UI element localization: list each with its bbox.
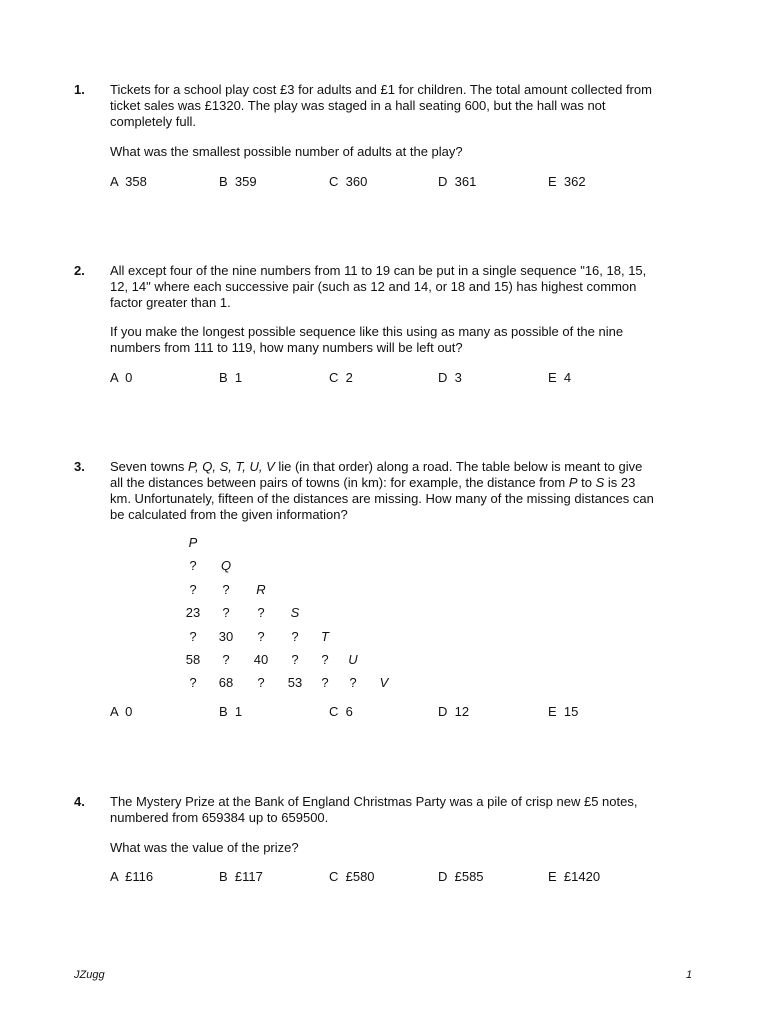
question-prompt: What was the value of the prize? — [110, 840, 299, 855]
option-c: C 2 — [329, 370, 353, 385]
town-label: S — [290, 605, 300, 620]
question-number: 1. — [74, 82, 85, 97]
answer-options — [0, 174, 768, 190]
distance-cell: 58 — [185, 652, 201, 667]
option-b: B £117 — [219, 869, 263, 884]
option-d: D 12 — [438, 704, 470, 719]
answer-options — [0, 370, 768, 386]
text-part: is 23 km. Unfortunately, fifteen of the distances are missing. How many of the missing distances can be calculated from the given information? — [110, 475, 654, 522]
option-e: E 15 — [548, 704, 579, 719]
footer-author: JZugg — [74, 969, 105, 981]
distance-cell: ? — [257, 675, 265, 690]
option-b: B 1 — [219, 704, 243, 719]
text-part: lie (in that order) along a road. The table below is meant to give all the distances between pairs of towns (in km): for example, the distance from — [110, 459, 643, 490]
option-a: A £116 — [110, 869, 154, 884]
option-e: E 362 — [548, 174, 586, 189]
question-number: 3. — [74, 459, 85, 474]
town-p: P — [568, 475, 578, 490]
text-part: Seven towns — [110, 459, 189, 474]
question-text: All except four of the nine numbers from 11 to 19 can be put in a single sequence "16, 18, 15, 12, 14" where each successive pair (such as 12 and 14, or 18 and 15) has highest common factor greater than 1. — [110, 263, 647, 310]
town-label: V — [379, 675, 389, 690]
distance-cell: 23 — [185, 605, 201, 620]
option-d: D £585 — [438, 869, 484, 884]
option-c: C 360 — [329, 174, 368, 189]
answer-options — [0, 869, 768, 885]
option-b: B 1 — [219, 370, 243, 385]
town-label: Q — [220, 558, 232, 573]
option-c: C 6 — [329, 704, 353, 719]
question-text: Tickets for a school play cost £3 for adults and £1 for children. The total amount collected from ticket sales was £1320. The play was staged in a hall seating 600, but the hall was not completely full. — [110, 82, 652, 129]
option-e: E £1420 — [548, 869, 601, 884]
answer-options — [0, 704, 768, 720]
option-d: D 3 — [438, 370, 462, 385]
town-list: P, Q, S, T, U, V — [188, 459, 275, 474]
town-label: U — [348, 652, 358, 667]
distance-cell: 40 — [253, 652, 269, 667]
distance-cell: 53 — [287, 675, 303, 690]
question-prompt: What was the smallest possible number of adults at the play? — [110, 144, 463, 159]
option-a: A 0 — [110, 704, 133, 719]
town-label: P — [188, 535, 198, 550]
question-prompt: If you make the longest possible sequence like this using as many as possible of the nine numbers from 111 to 119, how many numbers will be left out? — [110, 324, 624, 355]
distance-cell: ? — [321, 675, 329, 690]
distance-cell: ? — [189, 558, 197, 573]
option-d: D 361 — [438, 174, 477, 189]
town-label: T — [321, 629, 329, 644]
option-b: B 359 — [219, 174, 257, 189]
distance-cell: ? — [222, 605, 230, 620]
distance-cell: ? — [189, 582, 197, 597]
distance-cell: ? — [257, 629, 265, 644]
option-a: A 0 — [110, 370, 133, 385]
distance-cell: 30 — [218, 629, 234, 644]
question-number: 4. — [74, 794, 85, 809]
distance-cell: ? — [349, 675, 357, 690]
distance-table — [0, 459, 768, 699]
option-e: E 4 — [548, 370, 572, 385]
distance-cell: ? — [189, 629, 197, 644]
distance-cell: ? — [222, 582, 230, 597]
option-a: A 358 — [110, 174, 147, 189]
distance-cell: ? — [321, 652, 329, 667]
page-number: 1 — [686, 969, 693, 981]
option-c: C £580 — [329, 869, 375, 884]
town-label: R — [256, 582, 266, 597]
distance-cell: ? — [291, 629, 299, 644]
distance-cell: ? — [189, 675, 197, 690]
distance-cell: 68 — [218, 675, 234, 690]
town-s: S — [595, 475, 605, 490]
distance-cell: ? — [222, 652, 230, 667]
distance-cell: ? — [291, 652, 299, 667]
question-text: The Mystery Prize at the Bank of England Christmas Party was a pile of crisp new £5 notes, numbered from 659384 up to 659500. — [110, 794, 638, 825]
text-part: to — [577, 475, 596, 490]
question-number: 2. — [74, 263, 85, 278]
distance-cell: ? — [257, 605, 265, 620]
